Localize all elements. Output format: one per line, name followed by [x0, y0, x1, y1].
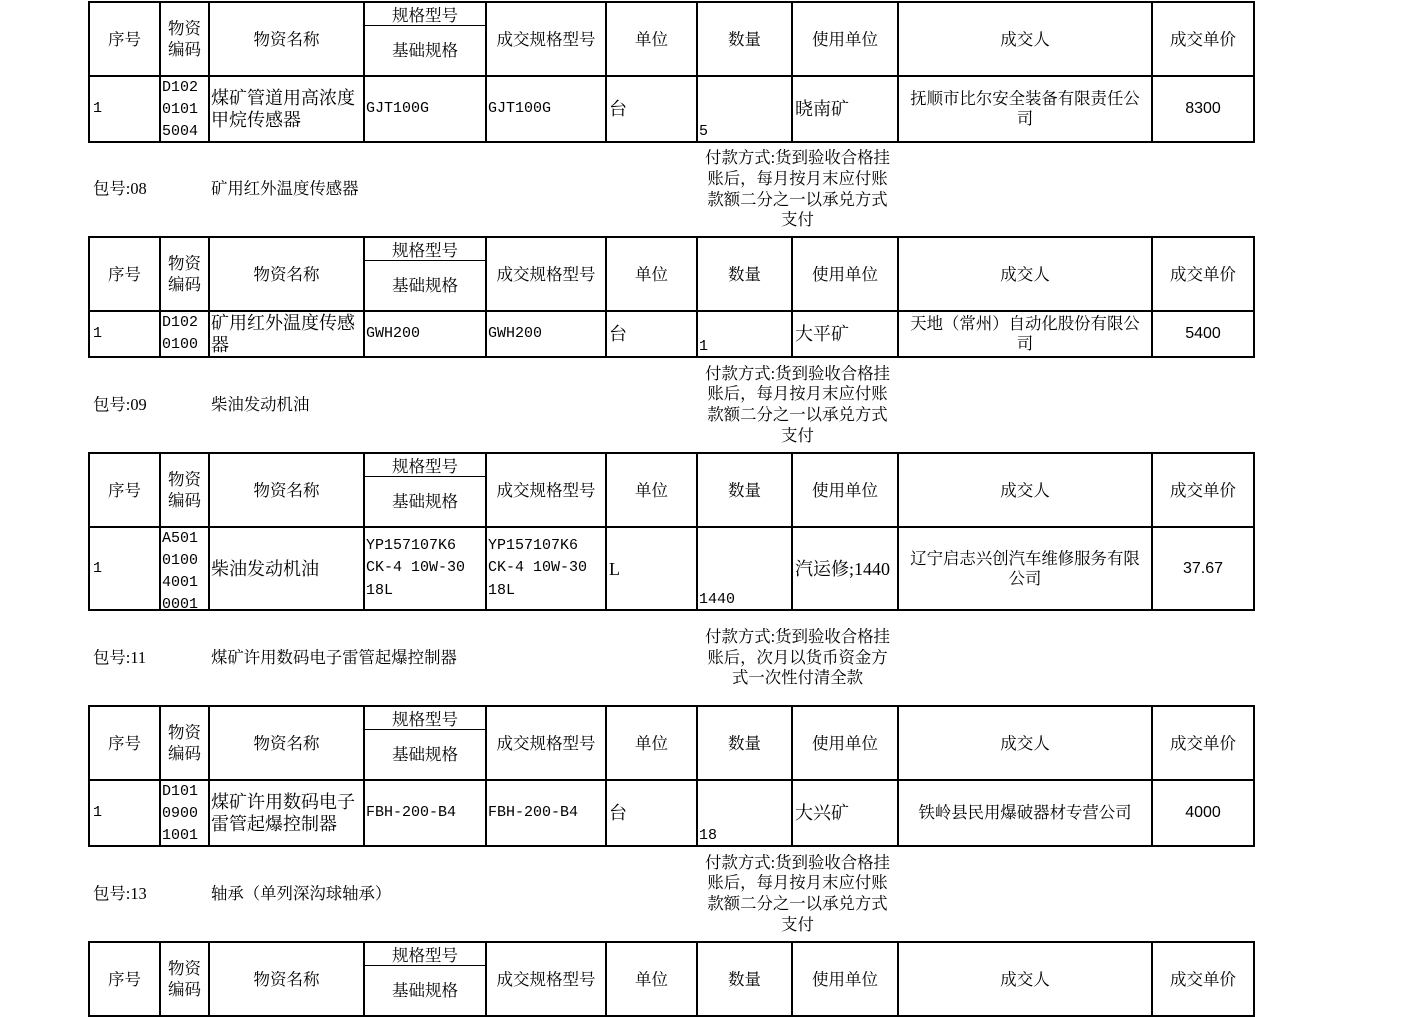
spec-group-header — [363, 452, 487, 478]
unit-header — [605, 705, 698, 781]
price-header — [1151, 1, 1255, 77]
user-unit-cell — [791, 310, 899, 358]
spec-group-header — [363, 941, 487, 967]
user-unit-header — [791, 1, 899, 77]
name-cell-text: 煤矿许用数码电子雷管起爆控制器 — [211, 792, 355, 834]
qty-header-text: 数量 — [728, 733, 761, 753]
name-cell-text: 柴油发动机油 — [211, 558, 319, 579]
package-item-name-text: 矿用红外温度传感器 — [211, 179, 359, 199]
name-cell — [208, 310, 365, 358]
deal-spec-header-text: 成交规格型号 — [496, 29, 596, 49]
seq-header-text: 序号 — [108, 29, 141, 49]
unit-header-text: 单位 — [635, 969, 668, 989]
qty-header — [696, 705, 793, 781]
user-unit-header-text: 使用单位 — [812, 29, 878, 49]
base-spec-header — [363, 25, 487, 77]
winner-cell-text: 铁岭县民用爆破器材专营公司 — [918, 803, 1132, 822]
package-label — [93, 142, 203, 237]
user-unit-cell-text: 晓南矿 — [795, 99, 849, 119]
user-unit-header — [791, 941, 899, 1017]
user-unit-header-text: 使用单位 — [812, 264, 878, 284]
unit-header-text: 单位 — [635, 480, 668, 500]
unit-cell — [605, 310, 698, 358]
price-header-text: 成交单价 — [1170, 264, 1236, 284]
deal-spec-header — [485, 1, 607, 77]
seq-header-text: 序号 — [108, 969, 141, 989]
unit-header-text: 单位 — [635, 733, 668, 753]
package-label — [93, 846, 203, 942]
winner-cell-text: 天地（常州）自动化股份有限公司 — [910, 314, 1140, 353]
base-spec-cell-text: GJT100G — [366, 99, 430, 117]
package-label — [93, 610, 203, 706]
payment-terms-text: 付款方式:货到验收合格挂账后，每月按月末应付账款额二分之一以承兑方式支付 — [705, 852, 890, 934]
code-header — [159, 1, 210, 77]
code-header — [159, 705, 210, 781]
qty-header-text: 数量 — [728, 29, 761, 49]
unit-cell — [605, 526, 698, 611]
unit-cell-text: 台 — [609, 99, 627, 119]
payment-terms — [697, 357, 898, 453]
package-label-text: 包号:11 — [93, 647, 147, 667]
deal-spec-cell — [485, 310, 607, 358]
payment-terms — [697, 846, 898, 942]
payment-terms-text: 付款方式:货到验收合格挂账后，每月按月末应付账款额二分之一以承兑方式支付 — [705, 363, 890, 445]
base-spec-header — [363, 260, 487, 312]
base-spec-header-text: 基础规格 — [392, 981, 458, 1000]
code-cell-text: D1020100 — [162, 314, 199, 353]
price-cell — [1151, 310, 1255, 358]
winner-header — [897, 236, 1153, 312]
seq-header — [88, 452, 161, 528]
unit-cell-text: 台 — [609, 324, 627, 344]
unit-header — [605, 236, 698, 312]
spec-group-header-text: 规格型号 — [392, 5, 458, 25]
unit-header — [605, 941, 698, 1017]
winner-header — [897, 1, 1153, 77]
price-cell-text: 8300 — [1185, 100, 1221, 117]
unit-cell-text: 台 — [609, 803, 627, 823]
price-cell-text: 4000 — [1185, 804, 1221, 821]
spec-group-header-text: 规格型号 — [392, 456, 458, 476]
spec-group-header-text: 规格型号 — [392, 709, 458, 729]
deal-spec-cell — [485, 779, 607, 847]
package-label-text: 包号:08 — [93, 179, 147, 199]
deal-spec-header — [485, 452, 607, 528]
qty-cell-text: 5 — [699, 123, 709, 140]
code-header — [159, 941, 210, 1017]
user-unit-cell-text: 大平矿 — [795, 324, 849, 344]
package-item-name — [211, 142, 681, 237]
package-item-name — [211, 846, 681, 942]
base-spec-cell — [363, 779, 487, 847]
deal-spec-header-text: 成交规格型号 — [496, 969, 596, 989]
spec-group-header-text: 规格型号 — [392, 240, 458, 260]
deal-spec-header-text: 成交规格型号 — [496, 264, 596, 284]
base-spec-header-text: 基础规格 — [392, 745, 458, 764]
deal-spec-cell-text: GJT100G — [488, 99, 552, 117]
winner-header — [897, 705, 1153, 781]
winner-header-text: 成交人 — [1000, 969, 1050, 989]
user-unit-cell — [791, 75, 899, 143]
name-header-text: 物资名称 — [253, 480, 320, 500]
qty-cell — [696, 75, 793, 143]
package-table — [0, 941, 1403, 1000]
code-cell — [159, 779, 210, 847]
code-header-text: 物资编码 — [168, 254, 201, 294]
unit-header — [605, 1, 698, 77]
base-spec-cell — [363, 75, 487, 143]
qty-cell — [696, 310, 793, 358]
qty-header-text: 数量 — [728, 969, 761, 989]
qty-cell-text: 1440 — [699, 591, 736, 608]
base-spec-header-text: 基础规格 — [392, 492, 458, 511]
name-header-text: 物资名称 — [253, 264, 320, 284]
deal-spec-header — [485, 705, 607, 781]
qty-cell-text: 1 — [699, 338, 709, 355]
base-spec-cell-text: FBH-200-B4 — [366, 803, 457, 821]
code-cell-text: D10201015004 — [162, 79, 199, 140]
deal-spec-header-text: 成交规格型号 — [496, 480, 596, 500]
user-unit-header — [791, 236, 899, 312]
winner-cell — [897, 526, 1153, 611]
code-header-text: 物资编码 — [168, 470, 201, 510]
price-header — [1151, 236, 1255, 312]
seq-header — [88, 236, 161, 312]
user-unit-header-text: 使用单位 — [812, 733, 878, 753]
seq-cell-text: 1 — [93, 100, 103, 117]
qty-header — [696, 1, 793, 77]
price-cell-text: 5400 — [1185, 325, 1221, 342]
unit-cell — [605, 779, 698, 847]
winner-header-text: 成交人 — [1000, 480, 1050, 500]
code-cell — [159, 526, 210, 611]
code-header-text: 物资编码 — [168, 723, 201, 763]
name-header-text: 物资名称 — [253, 733, 320, 753]
price-header-text: 成交单价 — [1170, 480, 1236, 500]
unit-header — [605, 452, 698, 528]
name-cell-text: 矿用红外温度传感器 — [211, 313, 355, 355]
package-table — [0, 704, 1403, 848]
qty-header — [696, 941, 793, 1017]
user-unit-header-text: 使用单位 — [812, 480, 878, 500]
code-header-text: 物资编码 — [168, 959, 201, 999]
deal-spec-cell — [485, 75, 607, 143]
package-item-name-text: 煤矿许用数码电子雷管起爆控制器 — [211, 647, 457, 667]
price-cell — [1151, 75, 1255, 143]
seq-cell — [88, 310, 161, 358]
payment-terms-text: 付款方式:货到验收合格挂账后，次月以货币资金方式一次性付清全款 — [705, 627, 890, 688]
price-header — [1151, 452, 1255, 528]
unit-cell — [605, 75, 698, 143]
base-spec-header — [363, 729, 487, 781]
qty-cell — [696, 779, 793, 847]
price-header-text: 成交单价 — [1170, 969, 1236, 989]
code-cell — [159, 310, 210, 358]
payment-terms — [697, 610, 898, 706]
name-cell — [208, 779, 365, 847]
name-header-text: 物资名称 — [253, 969, 320, 989]
code-cell — [159, 75, 210, 143]
name-header — [208, 452, 365, 528]
deal-spec-header — [485, 236, 607, 312]
seq-cell — [88, 75, 161, 143]
seq-cell-text: 1 — [93, 325, 103, 342]
base-spec-cell — [363, 310, 487, 358]
package-item-name-text: 轴承（单列深沟球轴承） — [211, 883, 392, 903]
name-cell — [208, 75, 365, 143]
price-header — [1151, 941, 1255, 1017]
user-unit-cell-text: 汽运修;1440 — [795, 558, 891, 579]
code-cell-text: A501010040010001 — [162, 530, 199, 613]
name-header — [208, 1, 365, 77]
name-cell-text: 煤矿管道用高浓度甲烷传感器 — [211, 88, 355, 130]
seq-header — [88, 941, 161, 1017]
payment-terms-text: 付款方式:货到验收合格挂账后，每月按月末应付账款额二分之一以承兑方式支付 — [705, 148, 890, 230]
package-item-name-text: 柴油发动机油 — [211, 394, 310, 414]
base-spec-header-text: 基础规格 — [392, 276, 458, 295]
price-header-text: 成交单价 — [1170, 29, 1236, 49]
name-header-text: 物资名称 — [253, 29, 320, 49]
winner-header-text: 成交人 — [1000, 264, 1050, 284]
deal-spec-cell-text: FBH-200-B4 — [488, 803, 579, 821]
package-table — [0, 451, 1403, 612]
winner-header-text: 成交人 — [1000, 29, 1050, 49]
seq-cell — [88, 526, 161, 611]
name-cell — [208, 526, 365, 611]
winner-header-text: 成交人 — [1000, 733, 1050, 753]
unit-header-text: 单位 — [635, 264, 668, 284]
seq-cell — [88, 779, 161, 847]
name-header — [208, 941, 365, 1017]
qty-cell-text: 18 — [699, 827, 718, 844]
user-unit-cell — [791, 779, 899, 847]
user-unit-cell-text: 大兴矿 — [795, 803, 849, 823]
payment-terms — [697, 142, 898, 237]
winner-header — [897, 452, 1153, 528]
winner-cell — [897, 75, 1153, 143]
base-spec-cell-text: YP157107K6 CK-4 10W-30 18L — [366, 536, 466, 599]
package-table — [0, 235, 1403, 359]
seq-header-text: 序号 — [108, 264, 141, 284]
spec-group-header-text: 规格型号 — [392, 945, 458, 965]
user-unit-header-text: 使用单位 — [812, 969, 878, 989]
seq-header-text: 序号 — [108, 733, 141, 753]
base-spec-header — [363, 476, 487, 528]
price-cell — [1151, 779, 1255, 847]
seq-header — [88, 1, 161, 77]
seq-cell-text: 1 — [93, 804, 103, 821]
user-unit-header — [791, 452, 899, 528]
code-cell-text: D10109001001 — [162, 783, 199, 844]
winner-cell — [897, 310, 1153, 358]
qty-header-text: 数量 — [728, 264, 761, 284]
winner-cell-text: 抚顺市比尔安全装备有限责任公司 — [910, 89, 1140, 128]
deal-spec-header — [485, 941, 607, 1017]
package-label — [93, 357, 203, 453]
name-header — [208, 236, 365, 312]
qty-header-text: 数量 — [728, 480, 761, 500]
package-label-text: 包号:09 — [93, 394, 147, 414]
winner-cell-text: 辽宁启志兴创汽车维修服务有限公司 — [910, 548, 1140, 588]
price-header-text: 成交单价 — [1170, 733, 1236, 753]
package-table — [0, 5, 1403, 145]
deal-spec-cell-text: GWH200 — [488, 324, 543, 342]
base-spec-header — [363, 965, 487, 1017]
winner-cell — [897, 779, 1153, 847]
qty-header — [696, 236, 793, 312]
user-unit-cell — [791, 526, 899, 611]
spec-group-header — [363, 236, 487, 262]
base-spec-cell — [363, 526, 487, 611]
base-spec-cell-text: GWH200 — [366, 324, 421, 342]
seq-header — [88, 705, 161, 781]
seq-header-text: 序号 — [108, 480, 141, 500]
unit-cell-text: L — [609, 558, 620, 579]
winner-header — [897, 941, 1153, 1017]
code-header — [159, 236, 210, 312]
name-header — [208, 705, 365, 781]
package-item-name — [211, 357, 681, 453]
deal-spec-cell-text: YP157107K6 CK-4 10W-30 18L — [488, 536, 588, 599]
user-unit-header — [791, 705, 899, 781]
price-cell — [1151, 526, 1255, 611]
spec-group-header — [363, 705, 487, 731]
spec-group-header — [363, 1, 487, 27]
unit-header-text: 单位 — [635, 29, 668, 49]
package-label-text: 包号:13 — [93, 883, 147, 903]
qty-header — [696, 452, 793, 528]
package-item-name — [211, 610, 681, 706]
deal-spec-cell — [485, 526, 607, 611]
base-spec-header-text: 基础规格 — [392, 41, 458, 60]
deal-spec-header-text: 成交规格型号 — [496, 733, 596, 753]
price-header — [1151, 705, 1255, 781]
code-header-text: 物资编码 — [168, 19, 201, 59]
qty-cell — [696, 526, 793, 611]
seq-cell-text: 1 — [93, 559, 103, 577]
price-cell-text: 37.67 — [1182, 559, 1224, 577]
code-header — [159, 452, 210, 528]
